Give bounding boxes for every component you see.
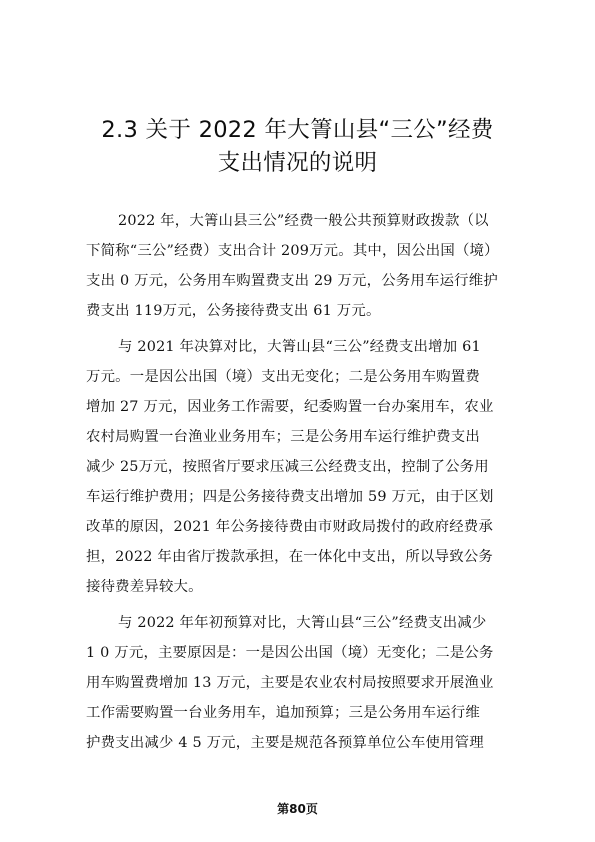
text-line: 与 2022 年年初预算对比，大箐山县“三公”经费支出减少 [118, 615, 487, 631]
text-line: 1 0 万元，主要原因是：一是因公出国（境）无变化；二是公务 [86, 645, 494, 661]
text-line: 费支出 119万元，公务接待费支出 61 万元。 [86, 303, 381, 319]
text-line: 增加 27 万元，因业务工作需要，纪委购置一台办案用车，农业 [86, 399, 494, 415]
text-line: 2022 年，大箐山县三公”经费一般公共预算财政拨款（以 [118, 213, 489, 229]
paragraph-1 [86, 206, 516, 326]
text-line: 担，2022 年由省厅拨款承担，在一体化中支出，所以导致公务 [86, 549, 493, 565]
title-line-1: 2.3 关于 2022 年大箐山县“三公”经费 [101, 117, 494, 143]
text-line: 护费支出减少 4 5 万元，主要是规范各预算单位公车使用管理 [86, 735, 484, 751]
text-line: 与 2021 年决算对比，大箐山县“三公”经费支出增加 61 [118, 339, 481, 355]
text-line: 支出 0 万元，公务用车购置费支出 29 万元，公务用车运行维护 [86, 273, 498, 289]
text-line: 工作需要购置一台业务用车，追加预算；三是公务用车运行维 [86, 705, 480, 721]
text-line: 改革的原因，2021 年公务接待费由市财政局拨付的政府经费承 [86, 519, 493, 535]
document-title [60, 114, 535, 180]
text-line: 接待费差异较大。 [86, 579, 203, 595]
text-line: 农村局购置一台渔业业务用车；三是公务用车运行维护费支出 [86, 429, 480, 445]
title-line-2: 支出情况的说明 [217, 150, 378, 176]
text-line: 用车购置费增加 13 万元，主要是农业农村局按照要求开展渔业 [86, 675, 494, 691]
text-line: 车运行维护费用；四是公务接待费支出增加 59 万元，由于区划 [86, 489, 494, 505]
page-number: 第80页 [277, 802, 318, 816]
paragraph-2 [86, 332, 516, 602]
text-line: 下简称“三公”经费）支出合计 209万元。其中，因公出国（境） [86, 243, 499, 259]
text-line: 万元。一是因公出国（境）支出无变化；二是公务用车购置费 [86, 369, 480, 385]
document-body [86, 206, 516, 764]
paragraph-3 [86, 608, 516, 758]
text-line: 减少 25万元，按照省厅要求压减三公经费支出，控制了公务用 [86, 459, 489, 475]
